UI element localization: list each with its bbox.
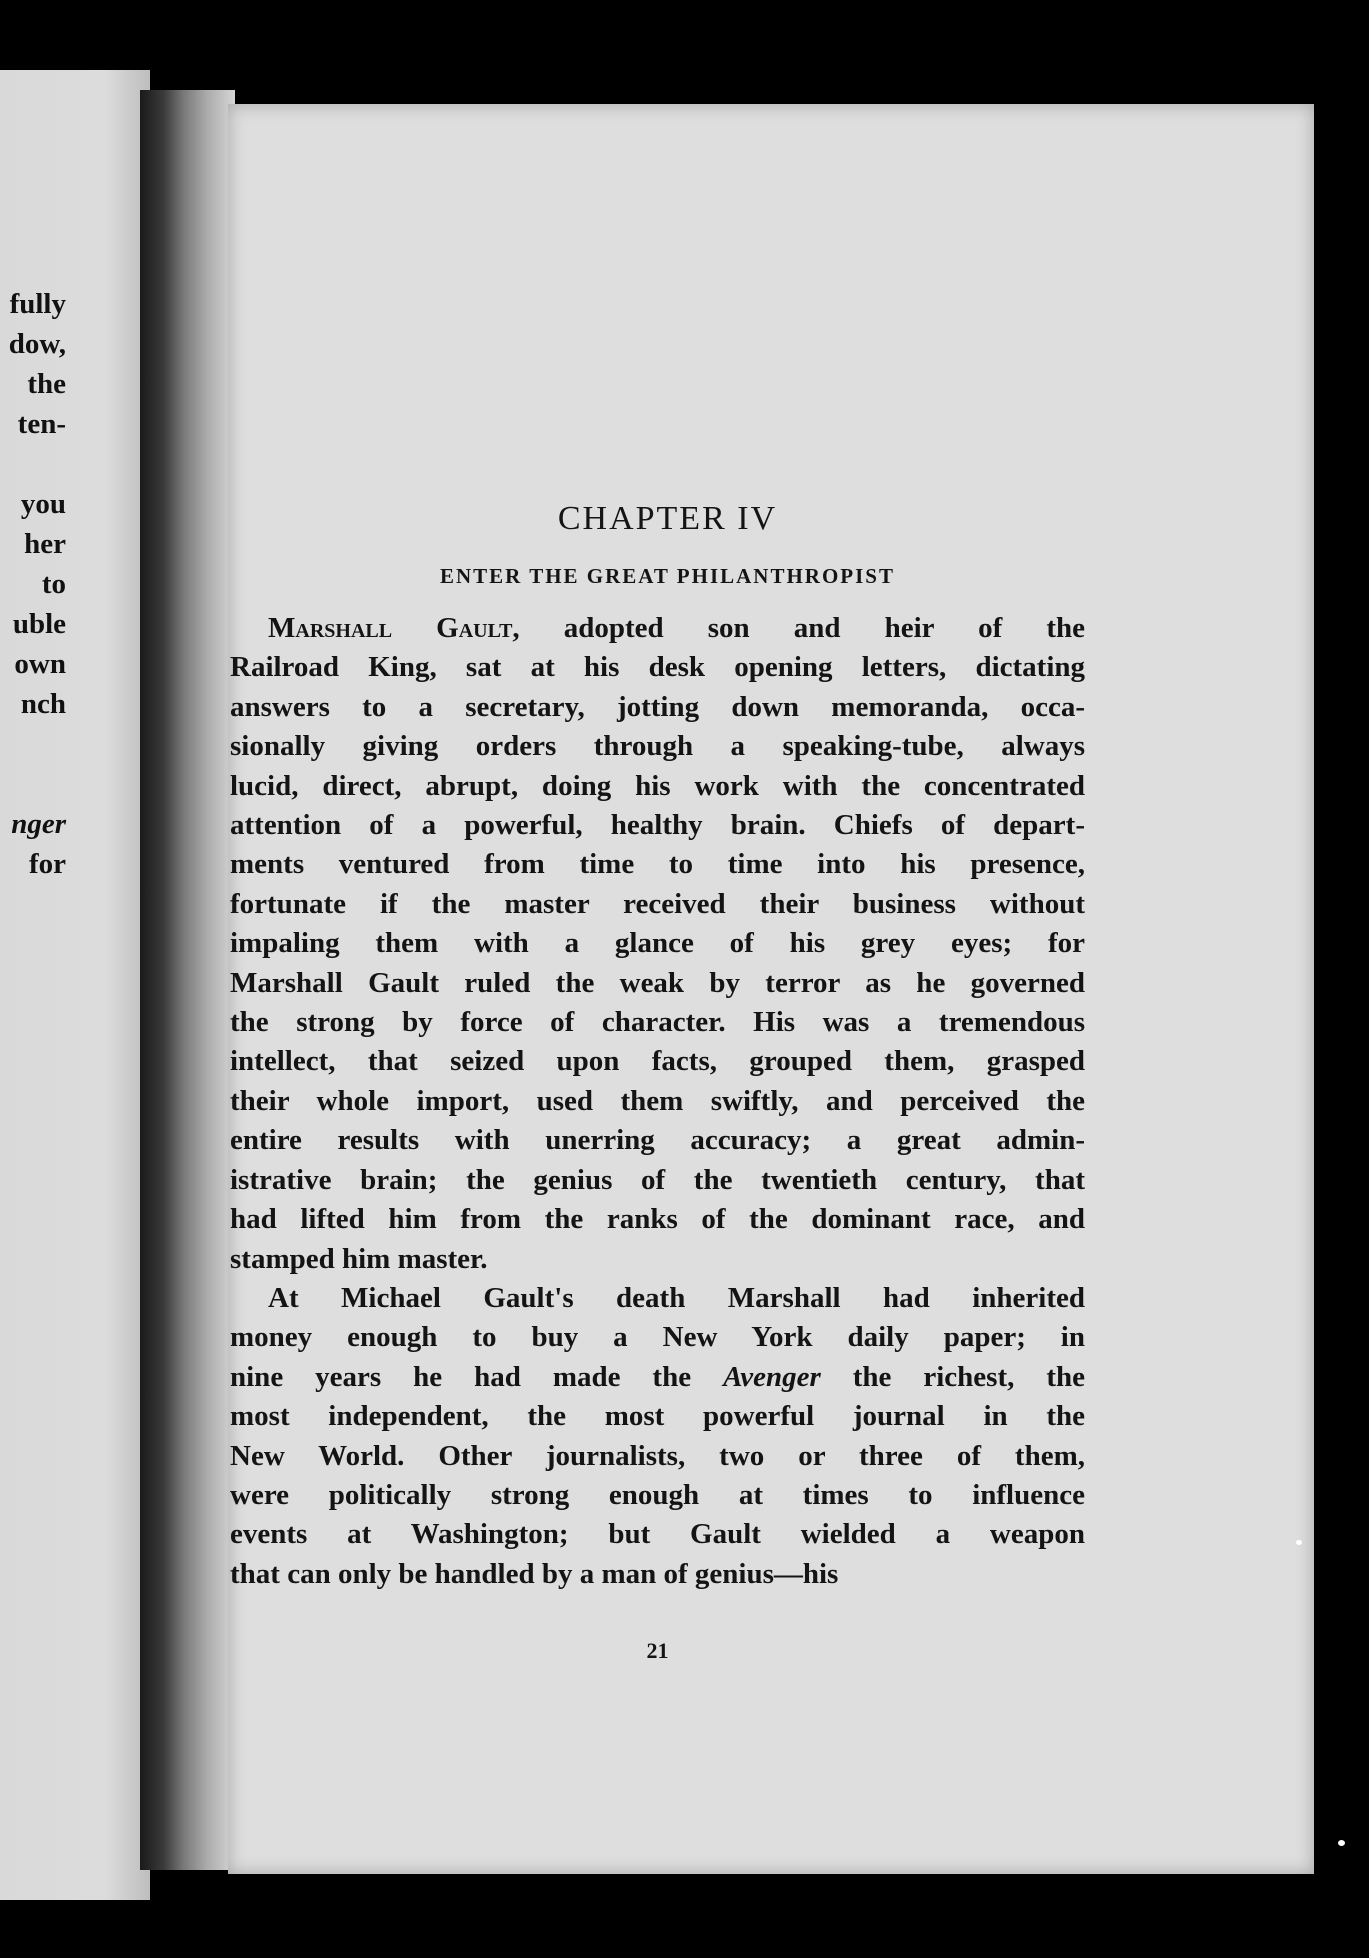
line-text: impaling them with a glance of his grey eyes; for: [230, 927, 1085, 960]
text-line: [230, 845, 1085, 884]
paragraph: [230, 609, 1085, 1279]
text-line: [230, 1476, 1085, 1515]
line-text: entire results with unerring accuracy; a great admin-: [230, 1124, 1085, 1157]
text-line: [230, 1437, 1085, 1476]
line-text: nine years he had made the: [230, 1360, 724, 1393]
text-line: [230, 727, 1085, 766]
left-fragment: you: [20, 488, 66, 520]
left-fragment: [0, 764, 66, 804]
text-line: [230, 806, 1085, 845]
line-text: attention of a powerful, healthy brain. Chiefs of depart-: [230, 809, 1085, 842]
line-text: events at Washington; but Gault wielded a weapon: [230, 1518, 1085, 1551]
line-text: Railroad King, sat at his desk opening letters, dictating: [230, 651, 1085, 684]
line-text: that can only be handled by a man of genius—his: [230, 1557, 839, 1590]
text-line: [230, 1003, 1085, 1042]
line-text: New World. Other journalists, two or three of them,: [230, 1439, 1085, 1472]
line-text: Marshall Gault ruled the weak by terror as he governed: [230, 966, 1085, 999]
text-line: [230, 688, 1085, 727]
left-fragment: uble: [12, 608, 66, 640]
line-text: were politically strong enough at times to influence: [230, 1478, 1085, 1511]
body-text: [230, 609, 1085, 1594]
line-text: At Michael Gault's death Marshall had inherited: [268, 1281, 1085, 1314]
text-line: [230, 885, 1085, 924]
line-text: stamped him master.: [230, 1242, 488, 1275]
line-text: fortunate if the master received their business without: [230, 887, 1085, 920]
text-line: [230, 1397, 1085, 1436]
line-text: adopted son and heir of the: [519, 612, 1085, 644]
chapter-title: CHAPTER IV: [557, 500, 778, 537]
text-line: [230, 1042, 1085, 1081]
text-line: [230, 1279, 1085, 1318]
left-fragment: nger: [11, 808, 66, 840]
left-fragment: nch: [20, 688, 66, 720]
dust-speck: [1296, 1540, 1302, 1545]
left-fragment: [0, 444, 66, 484]
chapter-subtitle: ENTER THE GREAT PHILANTHROPIST: [439, 564, 895, 588]
text-line: [230, 924, 1085, 963]
small-caps-name: Marshall Gault,: [268, 612, 520, 644]
left-fragment: dow,: [8, 328, 66, 360]
line-text: their whole import, used them swiftly, and perceived the: [230, 1084, 1085, 1117]
line-text: the richest, the: [820, 1360, 1085, 1393]
page-number: 21: [646, 1638, 669, 1663]
left-fragment: to: [41, 568, 66, 600]
left-fragment: the: [27, 368, 66, 400]
line-text: ments ventured from time to time into his presence,: [230, 848, 1085, 881]
left-page-text-fragments: [0, 284, 66, 884]
line-text: answers to a secretary, jotting down memoranda, occa-: [230, 690, 1085, 723]
left-fragment: ten-: [17, 408, 66, 440]
line-text: istrative brain; the genius of the twentieth century, that: [230, 1163, 1085, 1196]
text-line: [230, 1200, 1085, 1239]
left-fragment: her: [24, 528, 66, 560]
text-line: [230, 1082, 1085, 1121]
text-line: [230, 767, 1085, 806]
line-text: the strong by force of character. His was a tremendous: [230, 1006, 1085, 1039]
text-line: [230, 1358, 1085, 1397]
line-text: most independent, the most powerful journal in the: [230, 1400, 1085, 1433]
text-line: [230, 1555, 1085, 1594]
line-text: sionally giving orders through a speaking-tube, always: [230, 730, 1085, 763]
paragraph: [230, 1279, 1085, 1594]
text-line: [230, 1121, 1085, 1160]
line-text: had lifted him from the ranks of the dominant race, and: [230, 1203, 1085, 1236]
text-line: [230, 1240, 1085, 1279]
left-fragment: own: [14, 648, 66, 680]
text-line: [230, 964, 1085, 1003]
left-fragment: for: [28, 848, 66, 880]
left-fragment: fully: [9, 288, 66, 320]
book-gutter: [140, 90, 235, 1870]
text-line: [230, 1515, 1085, 1554]
line-text: lucid, direct, abrupt, doing his work with the concentrated: [230, 769, 1085, 802]
page-content: [230, 500, 1085, 1663]
left-page: [0, 70, 150, 1900]
italic-title: Avenger: [723, 1360, 821, 1393]
text-line: [230, 1161, 1085, 1200]
line-text: intellect, that seized upon facts, grouped them, grasped: [230, 1045, 1085, 1078]
text-line: [230, 609, 1085, 648]
dust-speck: [1338, 1840, 1345, 1846]
text-line: [230, 1318, 1085, 1357]
text-line: [230, 648, 1085, 687]
left-fragment: [0, 724, 66, 764]
line-text: money enough to buy a New York daily paper; in: [230, 1321, 1085, 1354]
